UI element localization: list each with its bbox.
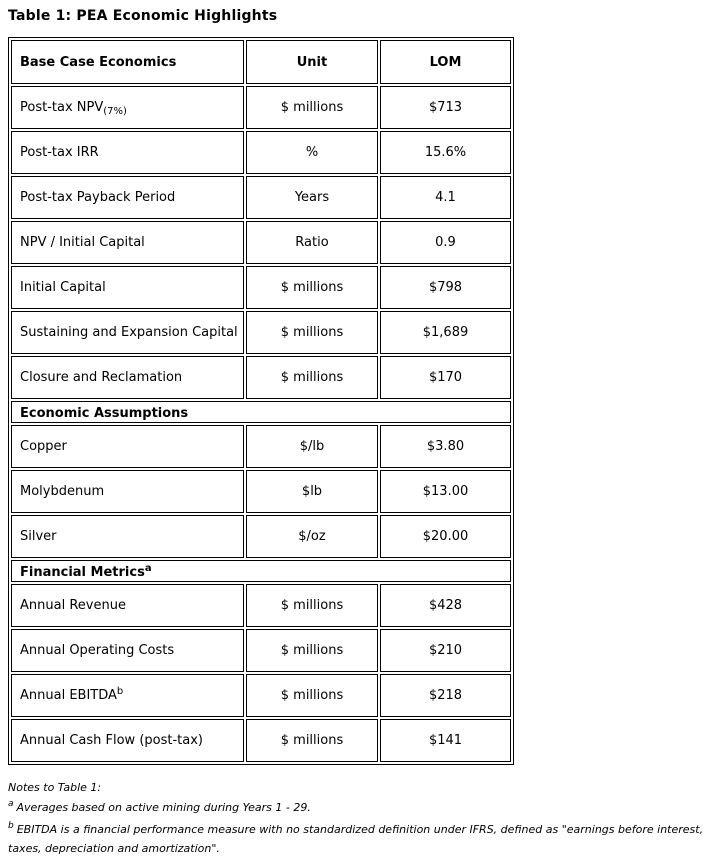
table-row: [11, 221, 511, 264]
table-row: [11, 356, 511, 399]
row-label: Post-tax NPV: [20, 100, 104, 115]
footnote-text: Averages based on active mining during Years 1 - 29.: [16, 800, 311, 814]
row-label: Copper: [20, 439, 67, 454]
row-value-cell: $428: [380, 584, 511, 627]
table-row: [11, 470, 511, 513]
row-label-cell: [11, 356, 244, 399]
row-label-cell: [11, 221, 244, 264]
row-label: Annual Cash Flow (post-tax): [20, 733, 203, 748]
row-unit-cell: Ratio: [246, 221, 378, 264]
footnote-item: [8, 820, 709, 860]
table-row: [11, 425, 511, 468]
row-unit-cell: $ millions: [246, 674, 378, 717]
table-row: [11, 311, 511, 354]
row-value-cell: $20.00: [380, 515, 511, 558]
table-row: [11, 629, 511, 672]
row-label-cell: [11, 86, 244, 129]
row-value-cell: $13.00: [380, 470, 511, 513]
row-unit-cell: $ millions: [246, 719, 378, 762]
table-row: [11, 719, 511, 762]
row-unit-cell: $ millions: [246, 311, 378, 354]
row-label-cell: [11, 629, 244, 672]
row-label: Initial Capital: [20, 280, 106, 295]
row-label-cell: [11, 515, 244, 558]
row-label: Annual Operating Costs: [20, 643, 175, 658]
row-unit-cell: Years: [246, 176, 378, 219]
row-unit-cell: $ millions: [246, 629, 378, 672]
table-row: [11, 176, 511, 219]
row-value-cell: $170: [380, 356, 511, 399]
section-header-row: [11, 401, 511, 423]
row-label-cell: [11, 176, 244, 219]
row-label-cell: [11, 425, 244, 468]
row-unit-cell: %: [246, 131, 378, 174]
row-label-cell: [11, 674, 244, 717]
table-row: [11, 266, 511, 309]
row-unit-cell: $lb: [246, 470, 378, 513]
row-label-cell: [11, 131, 244, 174]
row-unit-cell: $ millions: [246, 266, 378, 309]
footnote-text: EBITDA is a financial performance measure with no standardized definition under IFRS, defined as "earnings before interest, taxes, depreciation and amortization".: [8, 822, 704, 856]
row-label-subscript: (7%): [103, 106, 127, 117]
column-header-base-case-economics: Base Case Economics: [11, 40, 244, 84]
row-label: Annual Revenue: [20, 598, 126, 613]
row-label-cell: [11, 266, 244, 309]
table-header-row: [11, 40, 511, 84]
table-row: [11, 674, 511, 717]
table-body: [11, 40, 511, 762]
column-header-unit: Unit: [246, 40, 378, 84]
row-unit-cell: $ millions: [246, 584, 378, 627]
footnote-item: [8, 798, 709, 818]
table-row: [11, 131, 511, 174]
section-header-label: Economic Assumptions: [20, 405, 189, 421]
section-header-superscript: a: [144, 562, 152, 574]
footnote-marker: b: [8, 820, 14, 831]
row-value-cell: 0.9: [380, 221, 511, 264]
section-header-label: Financial Metrics: [20, 564, 145, 580]
row-label: Silver: [20, 529, 57, 544]
row-label: NPV / Initial Capital: [20, 235, 145, 250]
row-label: Annual EBITDA: [20, 688, 117, 703]
row-label-cell: [11, 470, 244, 513]
row-value-cell: $713: [380, 86, 511, 129]
table-row: [11, 584, 511, 627]
table-row: [11, 515, 511, 558]
row-value-cell: 4.1: [380, 176, 511, 219]
row-value-cell: $798: [380, 266, 511, 309]
section-header-row: [11, 560, 511, 582]
footnote-marker: a: [8, 798, 14, 809]
row-label-cell: [11, 719, 244, 762]
row-value-cell: $1,689: [380, 311, 511, 354]
row-label: Closure and Reclamation: [20, 370, 183, 385]
footnotes: [8, 781, 709, 859]
row-label-cell: [11, 311, 244, 354]
row-unit-cell: $ millions: [246, 86, 378, 129]
row-label: Post-tax IRR: [20, 145, 99, 160]
row-label: Post-tax Payback Period: [20, 190, 176, 205]
row-value-cell: $141: [380, 719, 511, 762]
row-value-cell: $210: [380, 629, 511, 672]
pea-economics-table: [8, 37, 514, 765]
row-unit-cell: $/lb: [246, 425, 378, 468]
row-label-cell: [11, 584, 244, 627]
row-value-cell: 15.6%: [380, 131, 511, 174]
row-label-superscript: b: [116, 686, 124, 697]
row-unit-cell: $ millions: [246, 356, 378, 399]
row-label: Sustaining and Expansion Capital: [20, 325, 238, 340]
table-title: Table 1: PEA Economic Highlights: [8, 8, 278, 24]
row-value-cell: $218: [380, 674, 511, 717]
footnotes-heading: Notes to Table 1:: [8, 781, 102, 794]
column-header-lom: LOM: [380, 40, 511, 84]
table-row: [11, 86, 511, 129]
row-value-cell: $3.80: [380, 425, 511, 468]
row-label: Molybdenum: [20, 484, 105, 499]
row-unit-cell: $/oz: [246, 515, 378, 558]
